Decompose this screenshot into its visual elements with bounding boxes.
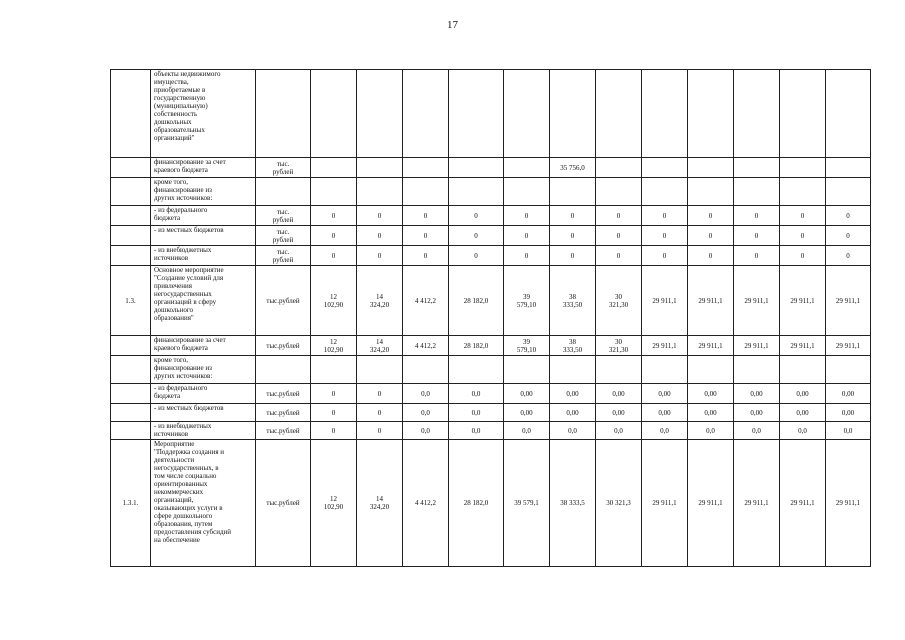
row-number-cell [111, 336, 151, 356]
row-name-cell: - из внебюджетных источников [151, 422, 256, 440]
value-cell: 0,00 [688, 384, 734, 404]
value-cell: 28 182,0 [449, 266, 504, 336]
value-cell [403, 178, 449, 206]
value-cell [504, 178, 550, 206]
value-cell: 0 [780, 246, 826, 266]
unit-cell: тыс.рублей [256, 440, 311, 567]
value-cell [550, 70, 596, 158]
table-row [111, 266, 871, 336]
value-cell: 0 [449, 206, 504, 226]
value-cell: 0 [780, 206, 826, 226]
value-cell: 29 911,1 [688, 440, 734, 567]
value-cell: 29 911,1 [780, 266, 826, 336]
row-number-cell [111, 158, 151, 178]
value-cell: 0,00 [780, 384, 826, 404]
table-row [111, 246, 871, 266]
row-name-cell: - из внебюджетных источников [151, 246, 256, 266]
value-cell: 0 [403, 206, 449, 226]
value-cell [780, 70, 826, 158]
row-number-cell [111, 246, 151, 266]
value-cell: 0,00 [734, 384, 780, 404]
row-number-cell [111, 384, 151, 404]
value-cell: 29 911,1 [688, 266, 734, 336]
value-cell: 30 321,3 [596, 440, 642, 567]
value-cell: 30 321,30 [596, 266, 642, 336]
value-cell [780, 356, 826, 384]
value-cell: 38 333,50 [550, 266, 596, 336]
value-cell [311, 356, 357, 384]
row-number-cell: 1.3. [111, 266, 151, 336]
value-cell: 0 [357, 404, 403, 422]
value-cell: 0 [688, 206, 734, 226]
value-cell: 29 911,1 [780, 336, 826, 356]
value-cell [449, 70, 504, 158]
value-cell [826, 356, 871, 384]
table-row [111, 70, 871, 158]
value-cell [734, 356, 780, 384]
value-cell: 0 [550, 206, 596, 226]
table-row [111, 158, 871, 178]
unit-cell [256, 70, 311, 158]
value-cell: 30 321,30 [596, 336, 642, 356]
value-cell: 0 [311, 384, 357, 404]
value-cell [642, 178, 688, 206]
value-cell: 0 [550, 226, 596, 246]
value-cell [734, 178, 780, 206]
row-name-cell: финансирование за счет краевого бюджета [151, 336, 256, 356]
unit-cell: тыс.рублей [256, 336, 311, 356]
value-cell: 29 911,1 [826, 440, 871, 567]
value-cell: 28 182,0 [449, 440, 504, 567]
value-cell [596, 356, 642, 384]
value-cell: 0 [311, 404, 357, 422]
value-cell [403, 356, 449, 384]
value-cell: 29 911,1 [642, 266, 688, 336]
unit-cell: тыс. рублей [256, 246, 311, 266]
value-cell [688, 158, 734, 178]
value-cell: 0 [504, 206, 550, 226]
value-cell: 0,0 [642, 422, 688, 440]
unit-cell: тыс. рублей [256, 158, 311, 178]
value-cell: 0 [826, 246, 871, 266]
value-cell: 0 [550, 246, 596, 266]
value-cell: 0 [734, 226, 780, 246]
table-row [111, 336, 871, 356]
value-cell [780, 158, 826, 178]
value-cell: 29 911,1 [780, 440, 826, 567]
value-cell [596, 158, 642, 178]
value-cell [449, 158, 504, 178]
value-cell: 0,0 [596, 422, 642, 440]
value-cell: 0,00 [780, 404, 826, 422]
value-cell: 0 [688, 246, 734, 266]
value-cell [504, 356, 550, 384]
value-cell: 0,00 [550, 404, 596, 422]
value-cell: 0 [449, 226, 504, 246]
value-cell [642, 356, 688, 384]
unit-cell: тыс.рублей [256, 422, 311, 440]
value-cell [550, 356, 596, 384]
value-cell [403, 158, 449, 178]
value-cell: 0,00 [642, 404, 688, 422]
value-cell: 0,0 [403, 384, 449, 404]
value-cell: 29 911,1 [826, 336, 871, 356]
value-cell [357, 356, 403, 384]
table-row [111, 206, 871, 226]
value-cell: 12 102,90 [311, 266, 357, 336]
value-cell: 0 [504, 226, 550, 246]
value-cell [642, 158, 688, 178]
value-cell: 29 911,1 [642, 440, 688, 567]
value-cell [688, 70, 734, 158]
value-cell: 0,0 [826, 422, 871, 440]
value-cell: 0 [311, 422, 357, 440]
value-cell: 12 102,90 [311, 440, 357, 567]
value-cell: 0,00 [504, 384, 550, 404]
value-cell [504, 70, 550, 158]
value-cell: 0 [504, 246, 550, 266]
table-row [111, 226, 871, 246]
value-cell: 0,0 [449, 384, 504, 404]
value-cell [596, 178, 642, 206]
value-cell: 0 [357, 246, 403, 266]
page-number: 17 [447, 19, 458, 31]
row-name-cell: Основное мероприятие "Создание условий для привлечения негосударственных организаций в сферу дошкольного образования" [151, 266, 256, 336]
value-cell: 0 [311, 246, 357, 266]
table-row [111, 404, 871, 422]
row-name-cell: - из местных бюджетов [151, 404, 256, 422]
unit-cell [256, 356, 311, 384]
value-cell: 29 911,1 [642, 336, 688, 356]
value-cell: 0 [357, 206, 403, 226]
row-name-cell: Мероприятие "Поддержка создания и деятельности негосударственных, в том числе социально ориентированных некоммерческих организаций, оказывающих услуги в сфере дошкольного образования, путем предоставления субсидий на обеспечение [151, 440, 256, 567]
value-cell: 0,00 [504, 404, 550, 422]
unit-cell: тыс. рублей [256, 206, 311, 226]
value-cell [449, 356, 504, 384]
value-cell: 0 [734, 206, 780, 226]
value-cell: 0 [596, 226, 642, 246]
value-cell: 0 [403, 226, 449, 246]
value-cell [311, 178, 357, 206]
value-cell: 0,0 [403, 404, 449, 422]
value-cell: 0,00 [550, 384, 596, 404]
value-cell: 0,00 [826, 384, 871, 404]
value-cell: 0 [311, 226, 357, 246]
value-cell: 14 324,20 [357, 440, 403, 567]
value-cell [826, 178, 871, 206]
value-cell: 0,0 [504, 422, 550, 440]
value-cell: 4 412,2 [403, 440, 449, 567]
value-cell: 38 333,5 [550, 440, 596, 567]
unit-cell: тыс.рублей [256, 404, 311, 422]
value-cell: 0 [826, 226, 871, 246]
value-cell: 39 579,10 [504, 336, 550, 356]
unit-cell: тыс.рублей [256, 266, 311, 336]
value-cell: 0 [826, 206, 871, 226]
table-row [111, 440, 871, 567]
value-cell: 0 [311, 206, 357, 226]
value-cell: 14 324,20 [357, 336, 403, 356]
value-cell: 12 102,90 [311, 336, 357, 356]
row-number-cell [111, 178, 151, 206]
unit-cell [256, 178, 311, 206]
value-cell [550, 178, 596, 206]
row-name-cell: - из федерального бюджета [151, 206, 256, 226]
value-cell [688, 178, 734, 206]
row-number-cell [111, 356, 151, 384]
row-name-cell: кроме того, финансирование из других источников: [151, 178, 256, 206]
value-cell: 29 911,1 [688, 336, 734, 356]
value-cell: 29 911,1 [826, 266, 871, 336]
value-cell: 28 182,0 [449, 336, 504, 356]
value-cell: 0,00 [688, 404, 734, 422]
row-number-cell [111, 422, 151, 440]
value-cell [357, 178, 403, 206]
value-cell [734, 70, 780, 158]
value-cell: 0 [403, 246, 449, 266]
value-cell: 14 324,20 [357, 266, 403, 336]
value-cell [826, 70, 871, 158]
value-cell: 29 911,1 [734, 266, 780, 336]
row-number-cell [111, 226, 151, 246]
row-number-cell [111, 206, 151, 226]
row-number-cell [111, 70, 151, 158]
value-cell: 0 [357, 422, 403, 440]
row-name-cell: - из федерального бюджета [151, 384, 256, 404]
value-cell: 0 [642, 206, 688, 226]
value-cell: 0,0 [780, 422, 826, 440]
value-cell [311, 70, 357, 158]
value-cell [596, 70, 642, 158]
value-cell [311, 158, 357, 178]
value-cell: 0,00 [596, 384, 642, 404]
budget-table [110, 69, 871, 567]
value-cell: 0,00 [826, 404, 871, 422]
row-name-cell: - из местных бюджетов [151, 226, 256, 246]
value-cell: 0,0 [403, 422, 449, 440]
value-cell: 0,00 [734, 404, 780, 422]
row-number-cell [111, 404, 151, 422]
value-cell [642, 70, 688, 158]
value-cell [504, 158, 550, 178]
value-cell: 0 [734, 246, 780, 266]
value-cell [357, 70, 403, 158]
value-cell [449, 178, 504, 206]
value-cell: 0,0 [449, 422, 504, 440]
value-cell: 0 [596, 246, 642, 266]
value-cell: 0 [780, 226, 826, 246]
value-cell: 0 [688, 226, 734, 246]
row-number-cell: 1.3.1. [111, 440, 151, 567]
value-cell: 0 [596, 206, 642, 226]
unit-cell: тыс. рублей [256, 226, 311, 246]
value-cell: 0 [357, 226, 403, 246]
table-row [111, 356, 871, 384]
value-cell: 39 579,10 [504, 266, 550, 336]
value-cell: 0 [642, 226, 688, 246]
value-cell: 0 [449, 246, 504, 266]
table-row [111, 384, 871, 404]
table-row [111, 422, 871, 440]
value-cell: 4 412,2 [403, 266, 449, 336]
value-cell: 35 756,0 [550, 158, 596, 178]
row-name-cell: объекты недвижимого имущества, приобретаемые в государственную (муниципальную) собственность дошкольных образовательных организаций" [151, 70, 256, 158]
table-row [111, 178, 871, 206]
row-name-cell: финансирование за счет краевого бюджета [151, 158, 256, 178]
value-cell: 4 412,2 [403, 336, 449, 356]
value-cell: 0,00 [596, 404, 642, 422]
value-cell [357, 158, 403, 178]
value-cell: 0,00 [642, 384, 688, 404]
value-cell: 39 579,1 [504, 440, 550, 567]
value-cell: 0 [357, 384, 403, 404]
value-cell: 29 911,1 [734, 440, 780, 567]
unit-cell: тыс.рублей [256, 384, 311, 404]
value-cell: 0 [642, 246, 688, 266]
value-cell: 0,0 [550, 422, 596, 440]
value-cell [780, 178, 826, 206]
value-cell: 0,0 [734, 422, 780, 440]
row-name-cell: кроме того, финансирование из других источников: [151, 356, 256, 384]
value-cell: 0,0 [449, 404, 504, 422]
value-cell: 0,0 [688, 422, 734, 440]
value-cell [688, 356, 734, 384]
value-cell: 38 333,50 [550, 336, 596, 356]
value-cell [734, 158, 780, 178]
value-cell [403, 70, 449, 158]
value-cell [826, 158, 871, 178]
value-cell: 29 911,1 [734, 336, 780, 356]
